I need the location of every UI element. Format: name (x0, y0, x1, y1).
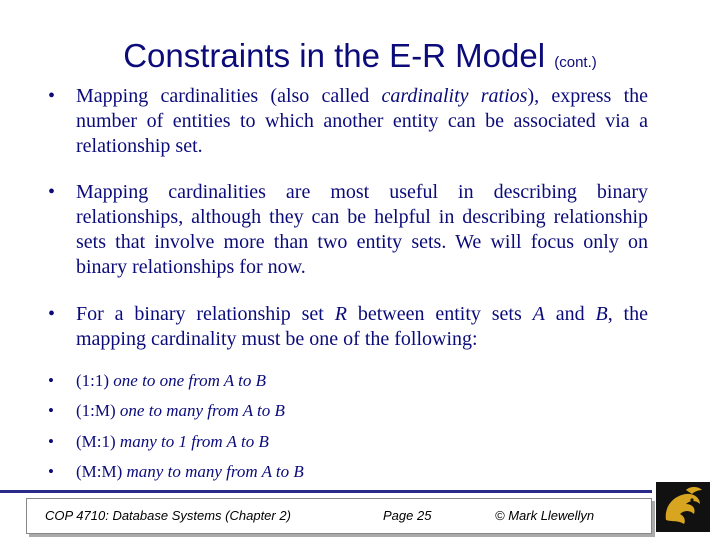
bullet-3-text-c: and (544, 303, 596, 325)
sub-bullet-1-m (48, 400, 648, 422)
cardinality-desc: one to one from A to B (113, 371, 266, 390)
slide-title (0, 36, 720, 83)
cardinality-desc: one to many from A to B (119, 401, 285, 420)
cardinality-desc: many to 1 from A to B (119, 432, 269, 451)
var-b: B (595, 303, 608, 325)
var-a: A (532, 303, 545, 325)
cardinality-desc: many to many from A to B (126, 462, 304, 481)
bullet-3 (48, 302, 648, 352)
bullet-1-term: cardinality ratios (381, 85, 528, 107)
cardinality-code: (M:1) (76, 432, 116, 451)
footer-course: COP 4710: Database Systems (Chapter 2) (45, 508, 291, 523)
title-main: Constraints in the E-R Model (123, 37, 546, 74)
sub-bullet-dot: • (48, 371, 54, 390)
sub-bullet-dot: • (48, 462, 54, 481)
footer-bar (26, 498, 652, 534)
sub-bullet-m-m (48, 461, 648, 483)
footer-page: Page 25 (383, 508, 432, 523)
bullet-3-text-a: For a binary relationship set (76, 303, 335, 325)
bullet-3-text-b: between entity sets (346, 303, 533, 325)
bullet-1 (48, 84, 648, 159)
footer-divider (0, 490, 652, 493)
bullet-3-text-d: , the mapping cardinality must be one of the following: (76, 303, 648, 350)
bullet-dot: • (48, 85, 56, 107)
bullet-dot: • (48, 303, 56, 325)
cardinality-code: (1:1) (76, 371, 110, 390)
sub-bullet-dot: • (48, 401, 54, 420)
sub-bullet-m-1 (48, 431, 648, 453)
var-r: R (334, 303, 347, 325)
cardinality-code: (1:M) (76, 401, 116, 420)
title-sub: (cont.) (554, 54, 597, 71)
bullet-dot: • (48, 181, 56, 203)
bullet-2-text: Mapping cardinalities are most useful in describing binary relationships, although they can be helpful in describing relationship sets that involve more than two entity sets. We will focus only on binary relationships for now. (76, 181, 648, 278)
sub-bullet-1-1 (48, 370, 648, 392)
cardinality-code: (M:M) (76, 462, 123, 481)
ucf-pegasus-logo (656, 482, 710, 532)
sub-bullet-dot: • (48, 432, 54, 451)
footer-author: © Mark Llewellyn (495, 508, 595, 523)
bullet-1-text-a: Mapping cardinalities (also called (76, 85, 382, 107)
pegasus-icon (656, 482, 710, 532)
bullet-1-text-b: ), express the number of entities to which another entity can be associated via a relationship set. (76, 85, 648, 157)
bullet-2 (48, 180, 648, 280)
